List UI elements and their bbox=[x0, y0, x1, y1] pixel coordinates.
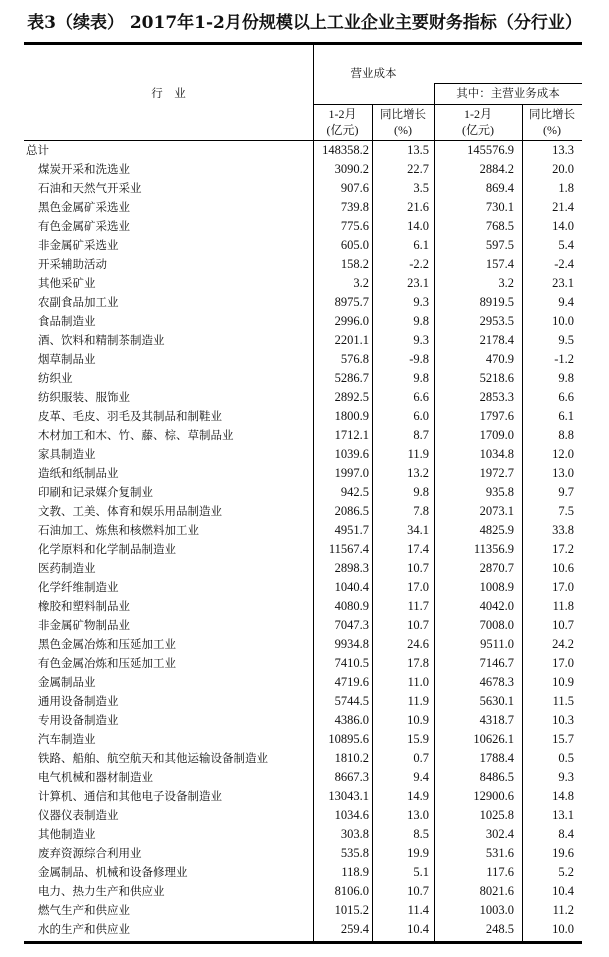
table-row bbox=[24, 274, 582, 293]
table-row bbox=[24, 502, 582, 521]
table-row bbox=[24, 407, 582, 426]
main-business-cost-value: 12900.6 bbox=[473, 789, 514, 803]
industry-name: 纺织服装、服饰业 bbox=[38, 390, 130, 404]
operating-cost-value: 1015.2 bbox=[334, 903, 369, 917]
main-business-cost-yoy: 8.4 bbox=[558, 827, 574, 841]
operating-cost-yoy: 23.1 bbox=[407, 276, 429, 290]
operating-cost-value: 148358.2 bbox=[322, 143, 369, 157]
operating-cost-value: 2892.5 bbox=[334, 390, 369, 404]
main-business-cost-value: 1003.0 bbox=[479, 903, 514, 917]
operating-cost-yoy: 14.0 bbox=[407, 219, 429, 233]
table-row bbox=[24, 616, 582, 635]
main-business-cost-yoy: 11.5 bbox=[552, 694, 574, 708]
main-business-cost-yoy: 10.9 bbox=[552, 675, 574, 689]
industry-name: 化学原料和化学制品制造业 bbox=[38, 542, 176, 556]
main-business-cost-yoy: 9.7 bbox=[558, 485, 574, 499]
table-row bbox=[24, 920, 582, 939]
operating-cost-yoy: 6.0 bbox=[413, 409, 429, 423]
operating-cost-value: 13043.1 bbox=[328, 789, 369, 803]
operating-cost-yoy: 15.9 bbox=[407, 732, 429, 746]
main-business-cost-value: 1797.6 bbox=[479, 409, 514, 423]
industry-name: 化学纤维制造业 bbox=[38, 580, 119, 594]
header-divider bbox=[434, 83, 582, 84]
main-cost-value-header: 1-2月 (亿元) bbox=[462, 107, 494, 137]
operating-cost-value: 1800.9 bbox=[334, 409, 369, 423]
table-row bbox=[24, 844, 582, 863]
industry-name: 煤炭开采和洗选业 bbox=[38, 162, 130, 176]
operating-cost-yoy: 10.4 bbox=[407, 922, 429, 936]
operating-cost-yoy: 7.8 bbox=[413, 504, 429, 518]
main-business-cost-value: 1709.0 bbox=[479, 428, 514, 442]
main-business-cost-yoy: 9.8 bbox=[558, 371, 574, 385]
operating-cost-yoy: 6.1 bbox=[413, 238, 429, 252]
main-business-cost-yoy: 0.5 bbox=[558, 751, 574, 765]
main-business-cost-value: 4825.9 bbox=[479, 523, 514, 537]
table-row bbox=[24, 198, 582, 217]
table-row bbox=[24, 483, 582, 502]
main-business-cost-value: 935.8 bbox=[485, 485, 514, 499]
main-business-cost-yoy: 13.0 bbox=[552, 466, 574, 480]
table-row bbox=[24, 806, 582, 825]
main-business-cost-yoy: 13.1 bbox=[552, 808, 574, 822]
operating-cost-yoy: 9.8 bbox=[413, 371, 429, 385]
operating-cost-yoy: 11.9 bbox=[407, 694, 429, 708]
main-business-cost-value: 3.2 bbox=[498, 276, 514, 290]
table-title: 表3（续表） 2017年1-2月份规模以上工业企业主要财务指标（分行业） bbox=[27, 13, 582, 33]
main-business-cost-yoy: 9.4 bbox=[558, 295, 574, 309]
operating-cost-yoy: 17.0 bbox=[407, 580, 429, 594]
main-business-cost-yoy: 5.4 bbox=[558, 238, 574, 252]
operating-cost-value: 8975.7 bbox=[334, 295, 369, 309]
table-row bbox=[24, 464, 582, 483]
industry-name: 农副食品加工业 bbox=[38, 295, 119, 309]
table-row bbox=[24, 673, 582, 692]
table-row bbox=[24, 654, 582, 673]
operating-cost-value: 4951.7 bbox=[334, 523, 369, 537]
industry-name: 造纸和纸制品业 bbox=[38, 466, 119, 480]
main-cost-growth-header: 同比增长 (%) bbox=[529, 107, 575, 137]
industry-name: 电气机械和器材制造业 bbox=[38, 770, 153, 784]
main-business-cost-yoy: -2.4 bbox=[554, 257, 574, 271]
main-business-cost-yoy: 6.1 bbox=[558, 409, 574, 423]
industry-name: 汽车制造业 bbox=[38, 732, 96, 746]
industry-name: 印刷和记录媒介复制业 bbox=[38, 485, 153, 499]
operating-cost-yoy: 9.4 bbox=[413, 770, 429, 784]
main-business-cost-yoy: 11.8 bbox=[552, 599, 574, 613]
industry-name: 其他制造业 bbox=[38, 827, 96, 841]
main-business-cost-value: 7008.0 bbox=[479, 618, 514, 632]
industry-name: 纺织业 bbox=[38, 371, 73, 385]
industry-name: 食品制造业 bbox=[38, 314, 96, 328]
operating-cost-yoy: 10.7 bbox=[407, 561, 429, 575]
main-business-cost-yoy: 14.8 bbox=[552, 789, 574, 803]
operating-cost-value: 739.8 bbox=[340, 200, 369, 214]
industry-name: 通用设备制造业 bbox=[38, 694, 119, 708]
table-row bbox=[24, 559, 582, 578]
main-business-cost-yoy: 11.2 bbox=[552, 903, 574, 917]
operating-cost-yoy: 13.5 bbox=[407, 143, 429, 157]
main-business-cost-yoy: 6.6 bbox=[558, 390, 574, 404]
main-business-cost-yoy: -1.2 bbox=[554, 352, 574, 366]
table-row bbox=[24, 578, 582, 597]
operating-cost-value: 158.2 bbox=[340, 257, 369, 271]
main-business-cost-yoy: 20.0 bbox=[552, 162, 574, 176]
main-business-cost-value: 10626.1 bbox=[473, 732, 514, 746]
main-business-cost-value: 4678.3 bbox=[479, 675, 514, 689]
table-row bbox=[24, 711, 582, 730]
table-row bbox=[24, 882, 582, 901]
industry-name: 黑色金属矿采选业 bbox=[38, 200, 130, 214]
operating-cost-yoy: 8.7 bbox=[413, 428, 429, 442]
main-business-cost-value: 2870.7 bbox=[479, 561, 514, 575]
main-business-cost-value: 9511.0 bbox=[480, 637, 514, 651]
main-business-cost-value: 4318.7 bbox=[479, 713, 514, 727]
table-row bbox=[24, 787, 582, 806]
industry-name: 总计 bbox=[26, 143, 49, 157]
table-row bbox=[24, 635, 582, 654]
operating-cost-value: 2996.0 bbox=[334, 314, 369, 328]
operating-cost-yoy: 9.3 bbox=[413, 333, 429, 347]
industry-name: 皮革、毛皮、羽毛及其制品和制鞋业 bbox=[38, 409, 222, 423]
main-business-cost-value: 869.4 bbox=[485, 181, 514, 195]
main-business-cost-yoy: 24.2 bbox=[552, 637, 574, 651]
operating-cost-value: 1034.6 bbox=[334, 808, 369, 822]
main-business-cost-value: 768.5 bbox=[485, 219, 514, 233]
operating-cost-value: 605.0 bbox=[340, 238, 369, 252]
main-business-cost-yoy: 9.3 bbox=[558, 770, 574, 784]
main-business-cost-value: 2953.5 bbox=[479, 314, 514, 328]
table-row bbox=[24, 597, 582, 616]
main-business-cost-yoy: 10.7 bbox=[552, 618, 574, 632]
operating-cost-yoy: 19.9 bbox=[407, 846, 429, 860]
industry-name: 其他采矿业 bbox=[38, 276, 96, 290]
main-business-cost-yoy: 14.0 bbox=[552, 219, 574, 233]
operating-cost-value: 2201.1 bbox=[334, 333, 369, 347]
operating-cost-yoy: 0.7 bbox=[413, 751, 429, 765]
table-row bbox=[24, 179, 582, 198]
main-business-cost-yoy: 5.2 bbox=[558, 865, 574, 879]
main-business-cost-value: 8486.5 bbox=[479, 770, 514, 784]
operating-cost-yoy: 10.9 bbox=[407, 713, 429, 727]
operating-cost-yoy: 10.7 bbox=[407, 618, 429, 632]
operating-cost-yoy: 11.9 bbox=[407, 447, 429, 461]
main-business-cost-yoy: 19.6 bbox=[552, 846, 574, 860]
table-row bbox=[24, 445, 582, 464]
operating-cost-yoy: 9.8 bbox=[413, 485, 429, 499]
main-business-cost-yoy: 12.0 bbox=[552, 447, 574, 461]
main-business-cost-value: 470.9 bbox=[485, 352, 514, 366]
main-business-cost-yoy: 33.8 bbox=[552, 523, 574, 537]
operating-cost-value: 907.6 bbox=[340, 181, 369, 195]
industry-name: 电力、热力生产和供应业 bbox=[38, 884, 165, 898]
operating-cost-yoy: 11.7 bbox=[407, 599, 429, 613]
main-business-cost-value: 8919.5 bbox=[479, 295, 514, 309]
operating-cost-value: 3090.2 bbox=[334, 162, 369, 176]
operating-cost-value: 7410.5 bbox=[334, 656, 369, 670]
industry-name: 家具制造业 bbox=[38, 447, 96, 461]
table-row bbox=[24, 369, 582, 388]
operating-cost-value: 5286.7 bbox=[334, 371, 369, 385]
industry-name: 废弃资源综合利用业 bbox=[38, 846, 142, 860]
main-business-cost-yoy: 8.8 bbox=[558, 428, 574, 442]
operating-cost-yoy: 9.8 bbox=[413, 314, 429, 328]
main-business-cost-yoy: 17.0 bbox=[552, 580, 574, 594]
operating-cost-value: 11567.4 bbox=[328, 542, 369, 556]
table-row bbox=[24, 426, 582, 445]
operating-cost-value: 9934.8 bbox=[334, 637, 369, 651]
main-business-cost-value: 730.1 bbox=[485, 200, 514, 214]
industry-name: 仪器仪表制造业 bbox=[38, 808, 119, 822]
industry-name: 专用设备制造业 bbox=[38, 713, 119, 727]
main-business-cost-value: 597.5 bbox=[485, 238, 514, 252]
operating-cost-value: 535.8 bbox=[340, 846, 369, 860]
main-business-cost-value: 2884.2 bbox=[479, 162, 514, 176]
operating-cost-yoy: -2.2 bbox=[409, 257, 429, 271]
main-business-cost-yoy: 15.7 bbox=[552, 732, 574, 746]
operating-cost-yoy: 21.6 bbox=[407, 200, 429, 214]
main-business-cost-value: 11356.9 bbox=[473, 542, 514, 556]
operating-cost-value: 118.9 bbox=[341, 865, 369, 879]
operating-cost-yoy: 13.0 bbox=[407, 808, 429, 822]
operating-cost-value: 4719.6 bbox=[334, 675, 369, 689]
main-business-cost-yoy: 10.0 bbox=[552, 922, 574, 936]
main-business-cost-value: 531.6 bbox=[485, 846, 514, 860]
main-business-cost-value: 1008.9 bbox=[479, 580, 514, 594]
cost-value-header: 1-2月 (亿元) bbox=[326, 107, 359, 137]
industry-name: 石油加工、炼焦和核燃料加工业 bbox=[38, 523, 199, 537]
industry-name: 金属制品、机械和设备修理业 bbox=[38, 865, 188, 879]
table-row bbox=[24, 730, 582, 749]
operating-cost-value: 1712.1 bbox=[334, 428, 369, 442]
table-row bbox=[24, 350, 582, 369]
table-row bbox=[24, 160, 582, 179]
main-business-cost-value: 5630.1 bbox=[479, 694, 514, 708]
main-business-cost-value: 117.6 bbox=[486, 865, 514, 879]
main-business-cost-yoy: 17.0 bbox=[552, 656, 574, 670]
operating-cost-value: 259.4 bbox=[340, 922, 369, 936]
main-business-cost-value: 157.4 bbox=[485, 257, 514, 271]
table-row bbox=[24, 293, 582, 312]
industry-name: 木材加工和木、竹、藤、棕、草制品业 bbox=[38, 428, 234, 442]
operating-cost-value: 8106.0 bbox=[334, 884, 369, 898]
operating-cost-value: 4386.0 bbox=[334, 713, 369, 727]
main-business-cost-yoy: 9.5 bbox=[558, 333, 574, 347]
main-business-cost-yoy: 10.0 bbox=[552, 314, 574, 328]
operating-cost-header: 营业成本 bbox=[350, 66, 397, 80]
operating-cost-value: 5744.5 bbox=[334, 694, 369, 708]
table-header bbox=[24, 45, 582, 141]
industry-name: 酒、饮料和精制茶制造业 bbox=[38, 333, 165, 347]
main-business-cost-value: 2853.3 bbox=[479, 390, 514, 404]
industry-name: 水的生产和供应业 bbox=[38, 922, 130, 936]
operating-cost-yoy: 11.0 bbox=[407, 675, 429, 689]
main-business-cost-yoy: 10.4 bbox=[552, 884, 574, 898]
main-business-cost-value: 5218.6 bbox=[479, 371, 514, 385]
operating-cost-value: 3.2 bbox=[353, 276, 369, 290]
main-business-cost-value: 1034.8 bbox=[479, 447, 514, 461]
table-row bbox=[24, 312, 582, 331]
main-business-cost-yoy: 10.6 bbox=[552, 561, 574, 575]
table-row bbox=[24, 825, 582, 844]
main-business-cost-value: 4042.0 bbox=[479, 599, 514, 613]
industry-name: 计算机、通信和其他电子设备制造业 bbox=[38, 789, 222, 803]
operating-cost-value: 303.8 bbox=[340, 827, 369, 841]
main-business-cost-yoy: 23.1 bbox=[552, 276, 574, 290]
operating-cost-yoy: 11.4 bbox=[407, 903, 429, 917]
main-business-cost-yoy: 10.3 bbox=[552, 713, 574, 727]
table-row bbox=[24, 768, 582, 787]
table-body bbox=[24, 141, 582, 939]
header-divider bbox=[313, 104, 582, 105]
table-row bbox=[24, 255, 582, 274]
operating-cost-value: 1039.6 bbox=[334, 447, 369, 461]
table-row bbox=[24, 692, 582, 711]
industry-header: 行 业 bbox=[151, 86, 186, 100]
operating-cost-value: 1810.2 bbox=[334, 751, 369, 765]
operating-cost-value: 1040.4 bbox=[334, 580, 369, 594]
industry-name: 文教、工美、体育和娱乐用品制造业 bbox=[38, 504, 222, 518]
operating-cost-yoy: 24.6 bbox=[407, 637, 429, 651]
operating-cost-yoy: 34.1 bbox=[407, 523, 429, 537]
industry-name: 燃气生产和供应业 bbox=[38, 903, 130, 917]
operating-cost-value: 1997.0 bbox=[334, 466, 369, 480]
main-business-cost-yoy: 7.5 bbox=[558, 504, 574, 518]
operating-cost-yoy: 13.2 bbox=[407, 466, 429, 480]
cost-growth-header: 同比增长 (%) bbox=[380, 107, 426, 137]
main-business-cost-yoy: 13.3 bbox=[552, 143, 574, 157]
main-business-cost-value: 1025.8 bbox=[479, 808, 514, 822]
main-business-cost-value: 8021.6 bbox=[479, 884, 514, 898]
table-row bbox=[24, 540, 582, 559]
operating-cost-yoy: 3.5 bbox=[413, 181, 429, 195]
main-business-cost-value: 7146.7 bbox=[479, 656, 514, 670]
operating-cost-value: 4080.9 bbox=[334, 599, 369, 613]
operating-cost-yoy: 5.1 bbox=[413, 865, 429, 879]
main-business-cost-yoy: 1.8 bbox=[558, 181, 574, 195]
operating-cost-yoy: 17.4 bbox=[407, 542, 429, 556]
industry-name: 有色金属冶炼和压延加工业 bbox=[38, 656, 176, 670]
operating-cost-yoy: 17.8 bbox=[407, 656, 429, 670]
table-row bbox=[24, 863, 582, 882]
main-business-cost-yoy: 17.2 bbox=[552, 542, 574, 556]
table-row bbox=[24, 331, 582, 350]
main-business-cost-value: 1972.7 bbox=[479, 466, 514, 480]
main-business-cost-value: 1788.4 bbox=[479, 751, 514, 765]
industry-name: 非金属矿物制品业 bbox=[38, 618, 130, 632]
operating-cost-yoy: 6.6 bbox=[413, 390, 429, 404]
bottom-rule bbox=[24, 941, 582, 944]
operating-cost-value: 576.8 bbox=[340, 352, 369, 366]
operating-cost-value: 8667.3 bbox=[334, 770, 369, 784]
main-business-cost-value: 302.4 bbox=[485, 827, 514, 841]
industry-name: 石油和天然气开采业 bbox=[38, 181, 142, 195]
industry-name: 橡胶和塑料制品业 bbox=[38, 599, 130, 613]
operating-cost-yoy: 8.5 bbox=[413, 827, 429, 841]
table-row bbox=[24, 217, 582, 236]
table-row bbox=[24, 901, 582, 920]
main-business-cost-value: 2073.1 bbox=[479, 504, 514, 518]
industry-name: 医药制造业 bbox=[38, 561, 96, 575]
operating-cost-yoy: 14.9 bbox=[407, 789, 429, 803]
main-business-cost-value: 145576.9 bbox=[467, 143, 514, 157]
industry-name: 铁路、船舶、航空航天和其他运输设备制造业 bbox=[38, 751, 268, 765]
main-business-cost-value: 248.5 bbox=[485, 922, 514, 936]
operating-cost-value: 10895.6 bbox=[328, 732, 369, 746]
table-row bbox=[24, 749, 582, 768]
operating-cost-value: 775.6 bbox=[340, 219, 369, 233]
industry-name: 烟草制品业 bbox=[38, 352, 96, 366]
operating-cost-value: 2898.3 bbox=[334, 561, 369, 575]
main-business-cost-value: 2178.4 bbox=[479, 333, 514, 347]
table-row bbox=[24, 236, 582, 255]
industry-name: 非金属矿采选业 bbox=[38, 238, 119, 252]
operating-cost-value: 2086.5 bbox=[334, 504, 369, 518]
operating-cost-value: 7047.3 bbox=[334, 618, 369, 632]
main-business-cost-yoy: 21.4 bbox=[552, 200, 574, 214]
industry-name: 有色金属矿采选业 bbox=[38, 219, 130, 233]
operating-cost-yoy: 22.7 bbox=[407, 162, 429, 176]
operating-cost-yoy: -9.8 bbox=[409, 352, 429, 366]
table-row bbox=[24, 388, 582, 407]
main-business-cost-header: 其中：主营业务成本 bbox=[456, 86, 560, 100]
industry-name: 开采辅助活动 bbox=[38, 257, 107, 271]
table-row bbox=[24, 141, 582, 160]
industry-name: 金属制品业 bbox=[38, 675, 96, 689]
operating-cost-value: 942.5 bbox=[340, 485, 369, 499]
operating-cost-yoy: 10.7 bbox=[407, 884, 429, 898]
operating-cost-yoy: 9.3 bbox=[413, 295, 429, 309]
industry-name: 黑色金属冶炼和压延加工业 bbox=[38, 637, 176, 651]
table-row bbox=[24, 521, 582, 540]
